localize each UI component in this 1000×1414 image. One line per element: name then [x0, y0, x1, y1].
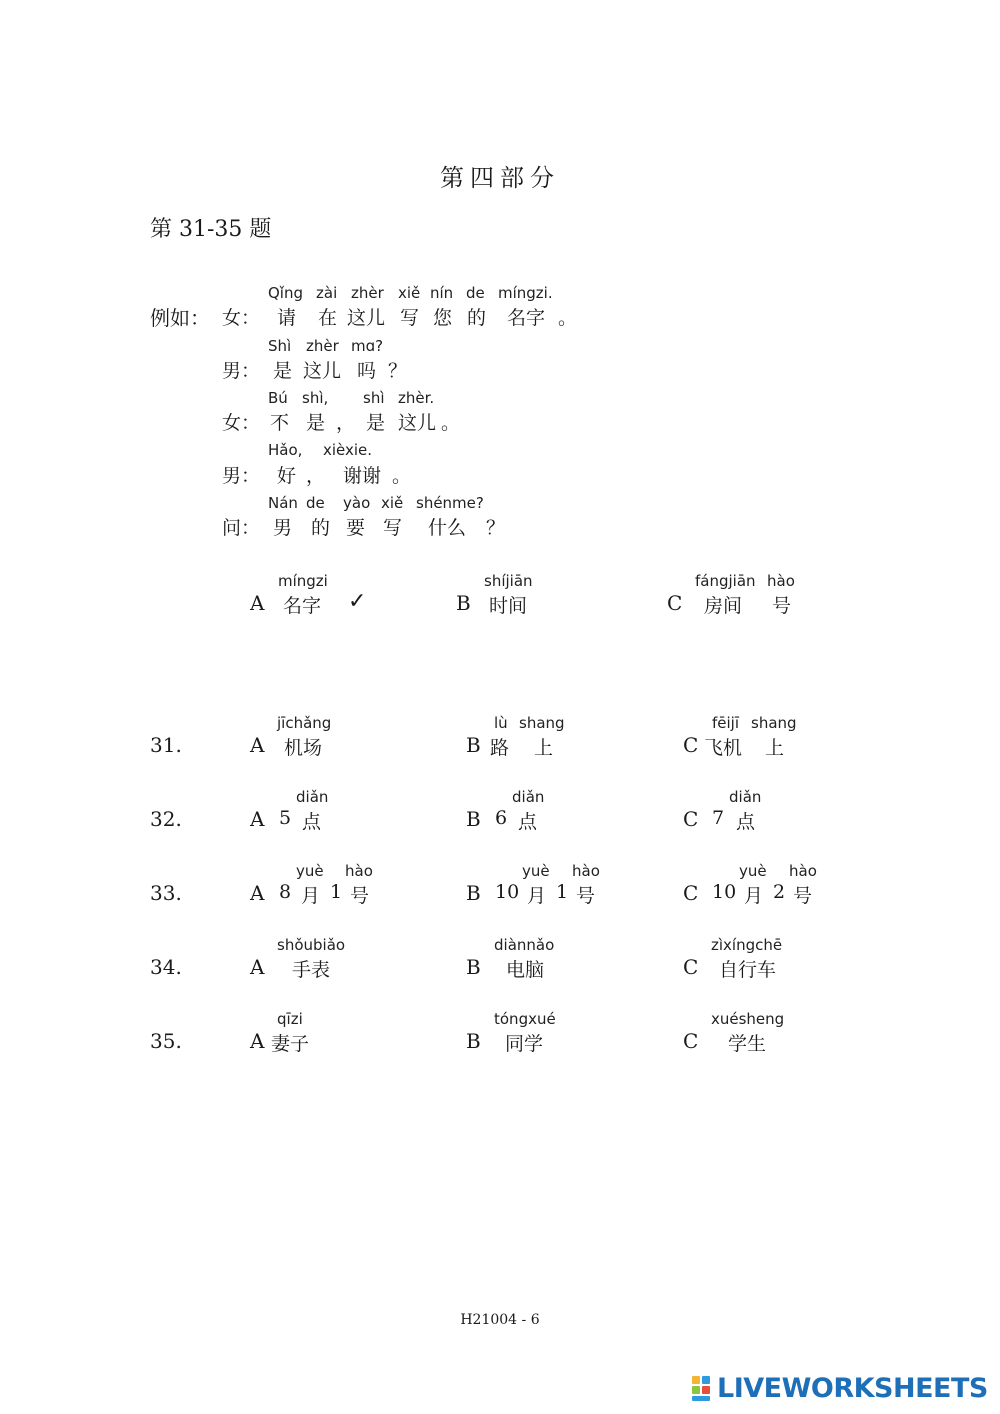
option-letter: A [250, 881, 265, 905]
option-text: 名字 [283, 595, 322, 617]
pinyin: yuè [522, 862, 550, 880]
pinyin: hào [572, 862, 600, 880]
pinyin: shénme? [416, 494, 484, 512]
option-text: 号 [576, 885, 596, 907]
pinyin: shì [363, 389, 385, 407]
question-number: 35. [150, 1029, 182, 1053]
checkmark-icon: ✓ [348, 589, 367, 614]
option-letter: C [683, 955, 699, 979]
hanzi: 写 [383, 517, 403, 539]
pinyin: zìxíngchē [711, 936, 783, 954]
example-label: 例如： [150, 306, 210, 330]
option-letter: A [250, 955, 265, 979]
hanzi: 男 [273, 517, 293, 539]
pinyin: yuè [296, 862, 324, 880]
option-text: 机场 [284, 737, 323, 759]
option-text: 月 [744, 885, 764, 907]
option-text: 10 [495, 881, 520, 903]
option-text: 学生 [728, 1033, 767, 1055]
pinyin: diǎn [512, 788, 545, 806]
pinyin: hào [789, 862, 817, 880]
option-text: 1 [556, 881, 569, 903]
pinyin: de [306, 494, 325, 512]
pinyin: shíjiān [484, 572, 533, 590]
pinyin: hào [345, 862, 373, 880]
pinyin: tóngxué [494, 1010, 556, 1028]
option-text: 路 [490, 737, 510, 759]
hanzi: 这儿 [398, 412, 437, 434]
hanzi: 。 [441, 412, 461, 434]
pinyin: jīchǎng [277, 714, 332, 732]
hanzi: 好 [277, 465, 297, 487]
page-title: 第四部分 [440, 164, 560, 192]
option-text: 时间 [489, 595, 528, 617]
option-letter: A [250, 1029, 265, 1053]
hanzi: 是 [306, 412, 326, 434]
option-text: 8 [279, 881, 292, 903]
speaker-label: 女： [222, 307, 261, 329]
hanzi: 您 [433, 307, 453, 329]
hanzi: 这儿 [303, 360, 342, 382]
hanzi: ？ [388, 360, 408, 382]
pinyin: shǒubiǎo [277, 936, 346, 954]
option-text: 手表 [292, 959, 331, 981]
option-letter: B [456, 591, 471, 615]
option-letter: A [250, 807, 265, 831]
option-letter: C [683, 733, 699, 757]
option-letter: B [466, 733, 481, 757]
speaker-label: 问： [222, 517, 261, 539]
pinyin: lù [494, 714, 508, 732]
pinyin: diànnǎo [494, 936, 555, 954]
option-text: 点 [518, 811, 538, 833]
hanzi: 要 [346, 517, 366, 539]
option-text: 上 [534, 737, 554, 759]
option-letter: B [466, 881, 481, 905]
hanzi: 是 [366, 412, 386, 434]
pinyin: xièxie. [323, 441, 373, 459]
pinyin: zài [316, 284, 338, 302]
section-subtitle: 第 31-35 题 [150, 217, 272, 242]
option-text: 6 [495, 807, 508, 829]
option-letter: C [683, 807, 699, 831]
option-text: 电脑 [506, 959, 545, 981]
option-text: 妻子 [271, 1033, 310, 1055]
hanzi: 这儿 [347, 307, 386, 329]
option-letter: A [250, 733, 265, 757]
option-text: 上 [765, 737, 785, 759]
option-text: 7 [712, 807, 725, 829]
hanzi: ？ [486, 517, 506, 539]
option-letter: A [250, 591, 265, 615]
option-letter: B [466, 1029, 481, 1053]
pinyin: Shì [268, 337, 292, 355]
hanzi: 谢谢 [343, 465, 382, 487]
hanzi: 。 [392, 465, 412, 487]
option-text: 5 [279, 807, 292, 829]
option-text: 房间 [704, 595, 743, 617]
pinyin: qīzi [277, 1010, 303, 1028]
pinyin: Nán [268, 494, 298, 512]
option-letter: B [466, 807, 481, 831]
speaker-label: 女： [222, 412, 261, 434]
hanzi: 。 [558, 307, 578, 329]
hanzi: 请 [277, 307, 297, 329]
option-text: 点 [302, 811, 322, 833]
pinyin: fēijī [712, 714, 740, 732]
pinyin: yuè [739, 862, 767, 880]
pinyin: Qǐng [268, 284, 304, 302]
liveworksheets-logo[interactable] [692, 1373, 992, 1407]
question-number: 33. [150, 881, 182, 905]
option-text: 2 [773, 881, 786, 903]
option-letter: C [667, 591, 683, 615]
pinyin: mɑ? [351, 337, 384, 355]
pinyin: xuésheng [711, 1010, 785, 1028]
pinyin: míngzi. [498, 284, 553, 302]
pinyin: míngzi [278, 572, 328, 590]
option-text: 飞机 [704, 737, 743, 759]
hanzi: 写 [400, 307, 420, 329]
option-text: 10 [712, 881, 737, 903]
pinyin: yào [343, 494, 371, 512]
option-text: 号 [772, 595, 792, 617]
question-number: 34. [150, 955, 182, 979]
option-text: 月 [301, 885, 321, 907]
pinyin: nín [430, 284, 454, 302]
hanzi: 什么 [428, 517, 467, 539]
hanzi: 在 [318, 307, 338, 329]
hanzi: ， [306, 465, 326, 487]
pinyin: zhèr [306, 337, 339, 355]
option-text: 同学 [505, 1033, 544, 1055]
pinyin: shang [519, 714, 565, 732]
option-text: 1 [330, 881, 343, 903]
pinyin: de [466, 284, 485, 302]
option-letter: C [683, 881, 699, 905]
option-text: 号 [793, 885, 813, 907]
pinyin: xiě [381, 494, 404, 512]
pinyin: shang [751, 714, 797, 732]
speaker-label: 男： [222, 360, 261, 382]
pinyin: shì, [302, 389, 329, 407]
option-text: 号 [350, 885, 370, 907]
hanzi: 名字 [507, 307, 546, 329]
pinyin: zhèr [351, 284, 384, 302]
option-text: 点 [736, 811, 756, 833]
option-letter: B [466, 955, 481, 979]
brand-name: LIVEWORKSHEETS [717, 1373, 988, 1404]
speaker-label: 男： [222, 465, 261, 487]
pinyin: Hǎo, [268, 441, 303, 459]
pinyin: fángjiān [695, 572, 756, 590]
option-text: 月 [527, 885, 547, 907]
option-text: 自行车 [719, 959, 777, 981]
question-number: 31. [150, 733, 182, 757]
hanzi: 的 [467, 307, 487, 329]
hanzi: ， [336, 412, 356, 434]
hanzi: 不 [270, 412, 290, 434]
hanzi: 的 [311, 517, 331, 539]
hanzi: 是 [273, 360, 293, 382]
pinyin: diǎn [296, 788, 329, 806]
pinyin: Bú [268, 389, 288, 407]
liveworksheets-logo-icon [692, 1376, 712, 1402]
page-footer: H21004 - 6 [460, 1312, 540, 1328]
pinyin: xiě [398, 284, 421, 302]
question-number: 32. [150, 807, 182, 831]
option-letter: C [683, 1029, 699, 1053]
hanzi: 吗 [357, 360, 377, 382]
pinyin: zhèr. [398, 389, 435, 407]
pinyin: hào [767, 572, 795, 590]
pinyin: diǎn [729, 788, 762, 806]
